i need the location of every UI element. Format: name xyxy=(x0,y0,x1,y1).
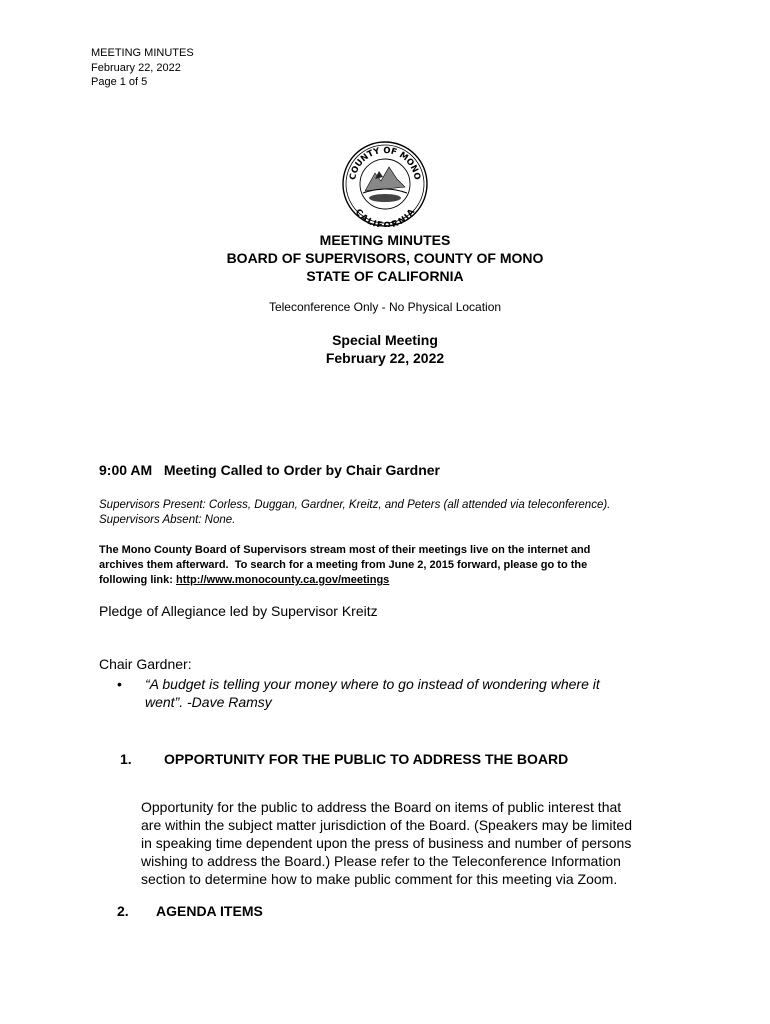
pledge-of-allegiance: Pledge of Allegiance led by Supervisor Kreitz xyxy=(99,603,378,619)
header-title: MEETING MINUTES xyxy=(91,47,194,59)
section-2-number: 2. xyxy=(117,903,129,919)
supervisors-present: Supervisors Present: Corless, Duggan, Gardner, Kreitz, and Peters (all attended via teleconference). xyxy=(99,499,611,511)
meetings-link[interactable]: http://www.monocounty.ca.gov/meetings xyxy=(176,574,390,586)
seal-bottom-text: CALIFORNIA xyxy=(352,207,418,227)
section-1-line: Opportunity for the public to address the Board on items of public interest that xyxy=(141,799,622,815)
section-1-title: OPPORTUNITY FOR THE PUBLIC TO ADDRESS THE BOARD xyxy=(164,751,569,767)
header-page-number: Page 1 of 5 xyxy=(91,76,148,88)
section-1-body xyxy=(141,798,681,888)
section-1-number: 1. xyxy=(120,751,132,767)
seal-top-text: COUNTY OF MONO xyxy=(348,145,422,181)
notice-line-3 xyxy=(99,573,679,588)
notice-line-1: The Mono County Board of Supervisors stream most of their meetings live on the internet and xyxy=(99,544,591,556)
location-note: Teleconference Only - No Physical Location xyxy=(268,300,502,314)
meeting-info xyxy=(0,331,770,367)
title-line-1: MEETING MINUTES xyxy=(319,232,451,248)
county-seal-logo xyxy=(339,141,431,227)
section-1-line: section to determine how to make public comment for this meeting via Zoom. xyxy=(141,871,618,887)
document-title xyxy=(0,231,770,285)
section-1-line: in speaking time dependent upon the press of business and number of persons xyxy=(141,835,632,851)
section-1-line: are within the subject matter jurisdiction of the Board. (Speakers may be limited xyxy=(141,817,633,833)
call-to-order-heading: 9:00 AM Meeting Called to Order by Chair Gardner xyxy=(99,462,440,478)
chair-label: Chair Gardner: xyxy=(99,656,192,672)
section-2-title: AGENDA ITEMS xyxy=(156,903,263,919)
meeting-type: Special Meeting xyxy=(332,332,438,348)
svg-text:CALIFORNIA xyxy=(353,207,418,227)
title-line-2: BOARD OF SUPERVISORS, COUNTY OF MONO xyxy=(226,250,544,266)
quote-line-1: “A budget is telling your money where to go instead of wondering where it xyxy=(145,676,600,692)
notice-line-2: archives them afterward. To search for a meeting from June 2, 2015 forward, please go to the xyxy=(99,559,588,571)
header-date: February 22, 2022 xyxy=(91,61,181,74)
attendance xyxy=(99,498,610,528)
page-header xyxy=(91,46,194,90)
bullet-marker: • xyxy=(117,676,122,692)
supervisors-absent: Supervisors Absent: None. xyxy=(99,514,236,526)
meeting-date: February 22, 2022 xyxy=(325,350,445,366)
chair-quote xyxy=(117,675,657,711)
streaming-notice xyxy=(99,543,679,588)
section-1-line: wishing to address the Board.) Please refer to the Teleconference Information xyxy=(141,853,621,869)
title-line-3: STATE OF CALIFORNIA xyxy=(306,268,464,284)
quote-line-2: went”. -Dave Ramsy xyxy=(145,694,272,710)
notice-link-prefix: following link: xyxy=(99,574,176,586)
